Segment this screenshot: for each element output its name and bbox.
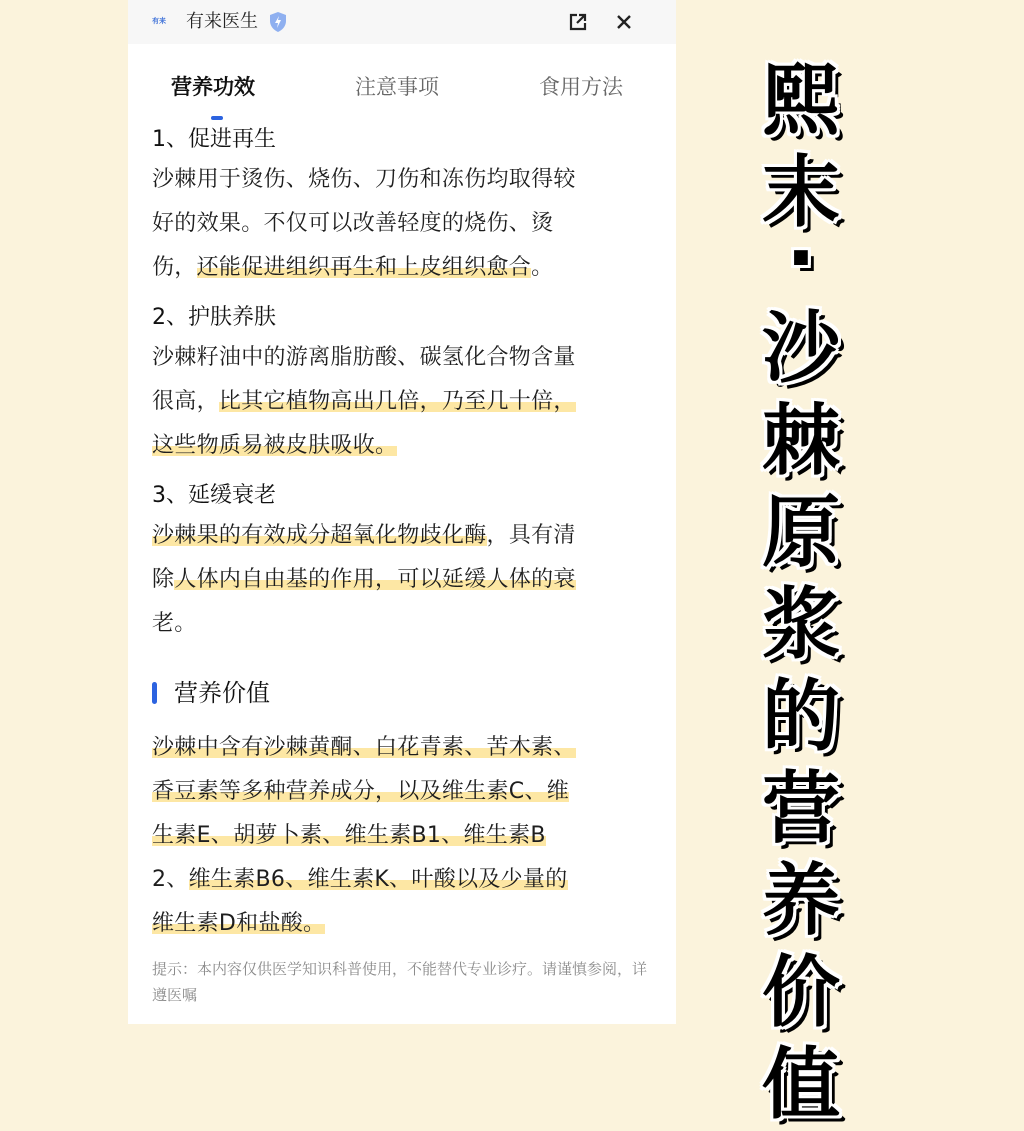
title-char: 营 xyxy=(761,764,840,854)
open-external-icon[interactable] xyxy=(568,12,588,32)
title-char: 养 xyxy=(761,856,840,946)
tab-bar xyxy=(128,62,676,122)
highlighted-text: 还能促进组织再生和上皮组织愈合 xyxy=(196,255,532,280)
title-char: 沙 xyxy=(761,304,840,394)
active-tab-indicator xyxy=(211,116,223,120)
text-line: 好的效果。不仅可以改善轻度的烧伤、烫 xyxy=(152,211,554,236)
nutrition-value-heading: 营养价值 xyxy=(174,679,270,707)
text-line: 除人体内自由基的作用，可以延缓人体的衰 xyxy=(152,567,576,592)
section-accent-bar xyxy=(152,682,157,704)
highlighted-text: 生素E、胡萝卜素、维生素B1、维生素B xyxy=(152,823,546,848)
highlighted-text: 这些物质易被皮肤吸收。 xyxy=(152,433,398,458)
title-char: · xyxy=(786,214,816,304)
text-line: 沙棘籽油中的游离脂肪酸、碳氢化合物含量 xyxy=(152,345,576,370)
title-char: 棘 xyxy=(761,396,840,486)
section-body-regeneration xyxy=(152,158,652,290)
text-line xyxy=(152,823,546,848)
text-line: 老。 xyxy=(152,611,197,636)
app-header xyxy=(128,0,676,44)
title-char: 浆 xyxy=(761,580,840,670)
title-char: 值 xyxy=(761,1040,840,1130)
text-line: 伤，还能促进组织再生和上皮组织愈合。 xyxy=(152,255,554,280)
text-line xyxy=(152,779,569,804)
title-char: 的 xyxy=(761,672,840,762)
title-char: 末 xyxy=(761,148,840,238)
app-logo: 有来 xyxy=(152,17,166,25)
title-char: 熙 xyxy=(761,56,840,146)
nutrition-value-body xyxy=(152,726,652,946)
section-body-skincare xyxy=(152,336,652,468)
section-title-skincare: 2、护肤养肤 xyxy=(152,305,276,330)
highlighted-text: 沙棘果的有效成分超氧化物歧化酶 xyxy=(152,523,487,548)
tab-usage[interactable]: 食用方法 xyxy=(539,75,623,99)
phone-screen xyxy=(128,0,676,1024)
title-char: 原 xyxy=(761,488,840,578)
text-line xyxy=(152,433,397,458)
title-char: 价 xyxy=(761,948,840,1038)
highlighted-text: 沙棘中含有沙棘黄酮、白花青素、苦木素、 xyxy=(152,735,576,760)
text-line: 很高，比其它植物高出几倍，乃至几十倍， xyxy=(152,389,576,414)
tab-precautions[interactable]: 注意事项 xyxy=(355,75,439,99)
section-title-anti-aging: 3、延缓衰老 xyxy=(152,483,276,508)
highlighted-text: 比其它植物高出几倍，乃至几十倍， xyxy=(218,389,576,414)
text-line xyxy=(152,911,325,936)
highlighted-text: 香豆素等多种营养成分，以及维生素C、维 xyxy=(152,779,570,804)
text-line: 沙棘用于烫伤、烧伤、刀伤和冻伤均取得较 xyxy=(152,167,576,192)
highlighted-text: 人体内自由基的作用，可以延缓人体的衰 xyxy=(174,567,576,592)
text-line xyxy=(152,735,576,760)
tab-nutrition-effects[interactable]: 营养功效 xyxy=(171,75,255,99)
app-name: 有来医生 xyxy=(186,11,258,32)
close-icon[interactable] xyxy=(614,12,634,32)
vertical-poster-title xyxy=(756,55,846,1130)
shield-check-icon xyxy=(268,11,288,33)
section-body-anti-aging xyxy=(152,514,652,646)
medical-disclaimer: 提示：本内容仅供医学知识科普使用，不能替代专业诊疗。请谨慎参阅，详遵医嘱 xyxy=(152,960,648,1004)
text-line: 沙棘果的有效成分超氧化物歧化酶，具有清 xyxy=(152,523,576,548)
highlighted-text: 维生素B6、维生素K、叶酸以及少量的 xyxy=(188,867,568,892)
text-line: 2、维生素B6、维生素K、叶酸以及少量的 xyxy=(152,867,568,892)
highlighted-text: 维生素D和盐酸。 xyxy=(152,911,326,936)
section-title-regeneration: 1、促进再生 xyxy=(152,127,276,152)
